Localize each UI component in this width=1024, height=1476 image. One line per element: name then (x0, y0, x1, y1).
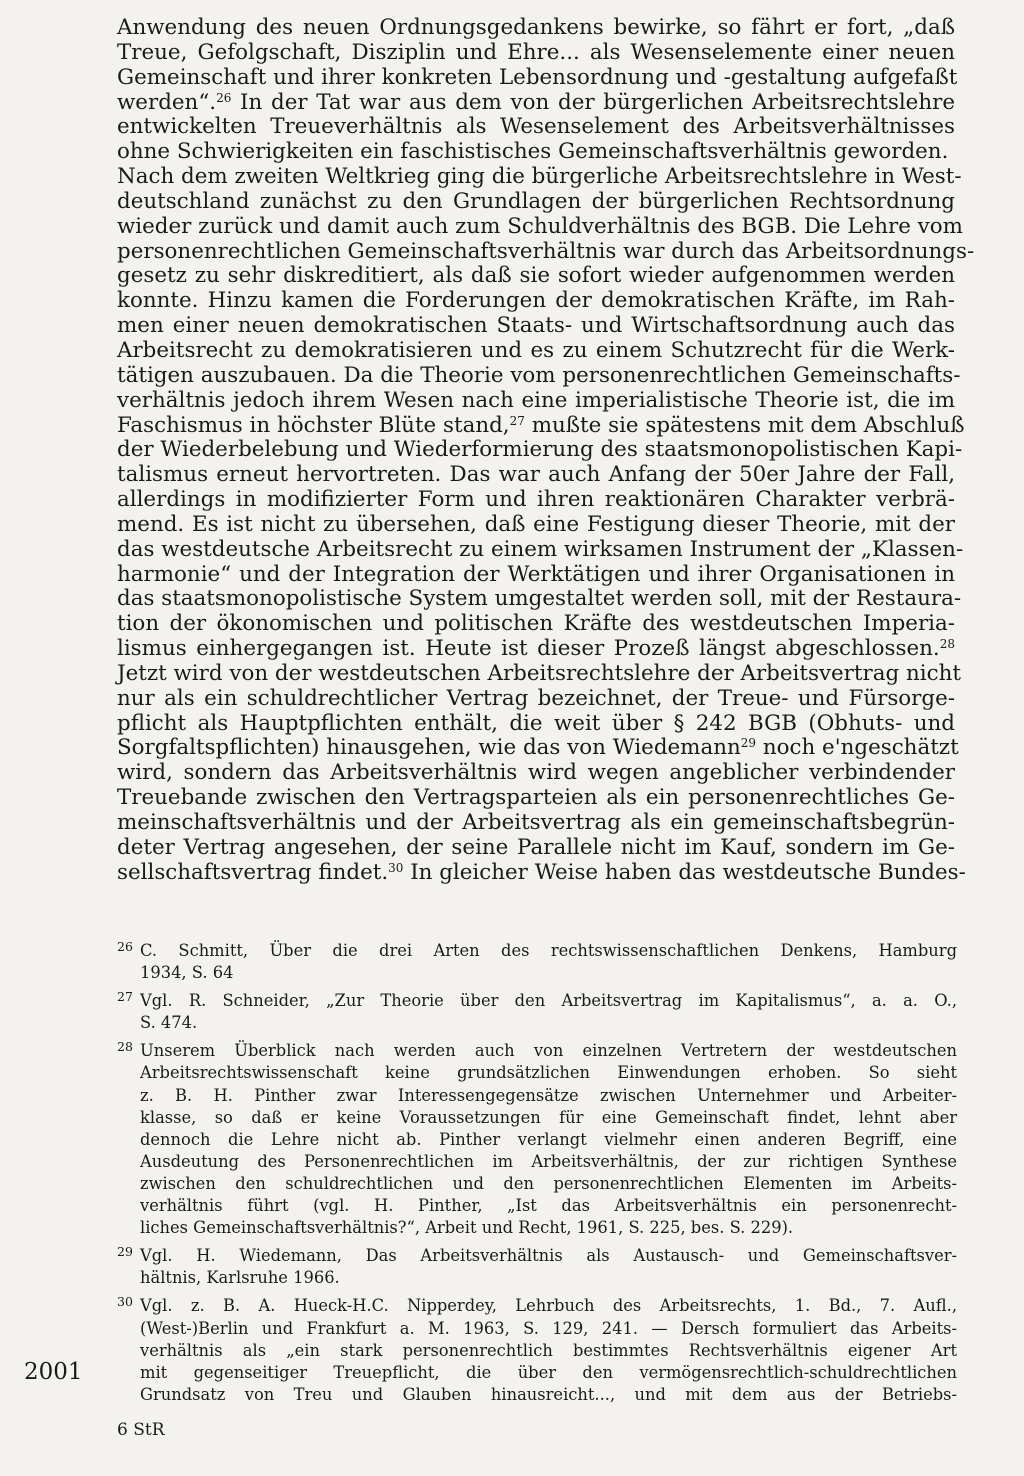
text-line: gesetz zu sehr diskreditiert, als daß sie sofort wieder aufgenommen werden (117, 263, 955, 289)
footnote-number: 28 (117, 1039, 133, 1055)
footnote-26 (117, 940, 957, 984)
text-segment: lismus einhergegangen ist. Heute ist dieser Prozeß längst abgeschlossen. (117, 636, 940, 662)
text-line: verhältnis jedoch ihrem Wesen nach eine imperialistische Theorie ist, die im (117, 387, 955, 413)
footnote-line: dennoch die Lehre nicht ab. Pinther verlangt vielmehr einen anderen Begriff, eine (140, 1129, 957, 1149)
footnote-ref-29: 29 (740, 736, 757, 751)
footnote-29 (117, 1245, 957, 1289)
footnote-text (140, 1245, 957, 1289)
text-line: allerdings in modifizierter Form und ihren reaktionären Charakter verbrä- (117, 487, 955, 513)
text-line: ohne Schwierigkeiten ein faschistisches Gemeinschaftsverhältnis geworden. (117, 139, 949, 165)
footnote-line: Vgl. z. B. A. Hueck-H.C. Nipperdey, Lehrbuch des Arbeitsrechts, 1. Bd., 7. Aufl., (140, 1296, 957, 1316)
text-line: men einer neuen demokratischen Staats- und Wirtschaftsordnung auch das (117, 313, 955, 339)
footnote-text (140, 990, 957, 1034)
footnote-number: 26 (117, 939, 133, 954)
footnote-line: 1934, S. 64 (140, 963, 234, 983)
margin-number: 2001 (24, 1359, 83, 1385)
text-line (117, 637, 955, 662)
footnote-line: hältnis, Karlsruhe 1966. (140, 1268, 340, 1288)
footnote-line: z. B. H. Pinther zwar Interessengegensätze zwischen Unternehmer und Arbeiter- (140, 1085, 957, 1105)
footnote-30 (117, 1295, 957, 1405)
text-line: der Wiederbelebung und Wiederformierung des staatsmonopolistischen Kapi- (117, 437, 963, 463)
footnote-27 (117, 990, 957, 1034)
footnote-line: klasse, so daß er keine Voraussetzungen für eine Gemeinschaft findet, lehnt aber (140, 1107, 957, 1127)
footnote-number: 29 (117, 1244, 133, 1260)
footnote-number: 27 (117, 989, 133, 1005)
footnote-ref-28: 28 (939, 637, 955, 652)
text-segment: mußte sie spätestens mit dem Abschluß (524, 412, 965, 438)
footnote-text (140, 1040, 957, 1239)
footnote-line: C. Schmitt, Über die drei Arten des rechtswissenschaftlichen Denkens, Hamburg (140, 941, 957, 960)
text-line: nur als ein schuldrechtlicher Vertrag bezeichnet, der Treue- und Fürsorge- (117, 685, 955, 711)
text-line: pflicht als Hauptpflichten enthält, die weit über § 242 BGB (Obhuts- und (117, 710, 955, 736)
text-line: personenrechtlichen Gemeinschaftsverhältnis war durch das Arbeitsordnungs- (117, 238, 975, 264)
text-line: Treuebande zwischen den Vertragsparteien als ein personenrechtliches Ge- (117, 785, 955, 811)
text-line: Gemeinschaft und ihrer konkreten Lebensordnung und -gestaltung aufgefaßt (117, 64, 958, 90)
footnote-line: Arbeitsrechtswissenschaft keine grundsätzlichen Einwendungen erhoben. So sieht (140, 1063, 957, 1083)
footnote-line: S. 474. (140, 1013, 198, 1033)
text-line: talismus erneut hervortreten. Das war auch Anfang der 50er Jahre der Fall, (117, 462, 955, 488)
text-segment: In gleicher Weise haben das westdeutsche Bundes- (403, 859, 966, 885)
text-line (117, 735, 959, 761)
footnote-line: Vgl. R. Schneider, „Zur Theorie über den Arbeitsvertrag im Kapitalismus“, a. a. O., (140, 991, 957, 1011)
footnote-ref-26: 26 (216, 90, 232, 105)
footnote-number: 30 (117, 1294, 133, 1310)
footnote-line: Unserem Überblick nach werden auch von einzelnen Vertretern der westdeutschen (140, 1041, 957, 1061)
footnote-line: liches Gemeinschaftsverhältnis?“, Arbeit und Recht, 1961, S. 225, bes. S. 229). (140, 1218, 794, 1238)
text-line: konnte. Hinzu kamen die Forderungen der demokratischen Kräfte, im Rah- (117, 288, 955, 314)
signature-mark: 6 StR (117, 1420, 165, 1440)
text-line: entwickelten Treueverhältnis als Wesenselement des Arbeitsverhältnisses (117, 114, 955, 140)
footnote-line: verhältnis führt (vgl. H. Pinther, „Ist das Arbeitsverhältnis ein personenrecht- (140, 1196, 957, 1216)
text-line: wird, sondern das Arbeitsverhältnis wird wegen angeblicher verbindender (117, 760, 955, 786)
footnote-ref-27: 27 (509, 413, 525, 428)
footnote-line: (West-)Berlin und Frankfurt a. M. 1963, S. 129, 241. — Dersch formuliert das Arbeits- (140, 1318, 957, 1338)
footnote-ref-30: 30 (388, 860, 404, 875)
footnote-line: Grundsatz von Treu und Glauben hinausreicht..., und mit dem aus der Betriebs- (140, 1384, 957, 1404)
text-segment: Faschismus in höchster Blüte stand, (117, 412, 510, 438)
text-line: tätigen auszubauen. Da die Theorie vom personenrechtlichen Gemeinschafts- (117, 362, 961, 388)
text-line: deter Vertrag angesehen, der seine Parallele nicht im Kauf, sondern im Ge- (117, 834, 955, 860)
footnote-line: zwischen den schuldrechtlichen und den personenrechtlichen Elementen im Arbeits- (140, 1173, 957, 1193)
text-line: deutschland zunächst zu den Grundlagen der bürgerlichen Rechtsordnung (117, 188, 955, 214)
text-line (117, 859, 966, 886)
text-line: Jetzt wird von der westdeutschen Arbeitsrechtslehre der Arbeitsvertrag nicht (117, 660, 961, 686)
footnote-line: mit gegenseitiger Treuepflicht, die über den vermögensrechtlich-schuldrechtlichen (140, 1362, 957, 1382)
main-text (117, 15, 975, 886)
text-segment: sellschaftsvertrag findet. (117, 859, 389, 885)
text-line (117, 412, 965, 439)
text-line: das staatsmonopolistische System umgestaltet werden soll, mit der Restaura- (117, 586, 962, 612)
text-line: Treue, Gefolgschaft, Disziplin und Ehre... als Wesenselemente einer neuen (117, 39, 955, 65)
footnote-line: verhältnis als „ein stark personenrechtlich bestimmtes Rechtsverhältnis eigener Art (140, 1340, 957, 1360)
footnote-text (140, 1295, 957, 1405)
footnote-28 (117, 1040, 957, 1239)
footnote-line: Ausdeutung des Personenrechtlichen im Arbeitsverhältnis, der zur richtigen Synthese (140, 1151, 957, 1171)
text-line: Nach dem zweiten Weltkrieg ging die bürgerliche Arbeitsrechtslehre in West- (117, 164, 962, 190)
text-line: tion der ökonomischen und politischen Kräfte des westdeutschen Imperia- (117, 611, 955, 637)
text-segment: werden“. (117, 89, 217, 115)
text-line: wieder zurück und damit auch zum Schuldverhältnis des BGB. Die Lehre vom (117, 213, 963, 239)
text-line: mend. Es ist nicht zu übersehen, daß eine Festigung dieser Theorie, mit der (117, 511, 955, 537)
text-line: Anwendung des neuen Ordnungsgedankens bewirke, so fährt er fort, „daß (117, 15, 955, 40)
text-line: das westdeutsche Arbeitsrecht zu einem wirksamen Instrument der „Klassen- (117, 536, 964, 562)
text-line (117, 91, 955, 116)
text-segment: noch e'ngeschätzt (756, 735, 959, 761)
footnote-line: Vgl. H. Wiedemann, Das Arbeitsverhältnis als Austausch- und Gemeinschaftsver- (140, 1246, 957, 1266)
text-line: meinschaftsverhältnis und der Arbeitsvertrag als ein gemeinschaftsbegrün- (117, 810, 955, 835)
footnote-text (140, 940, 957, 984)
text-line: Arbeitsrecht zu demokratisieren und es zu einem Schutzrecht für die Werk- (117, 337, 955, 363)
text-segment: Sorgfaltspflichten) hinausgehen, wie das von Wiedemann (117, 735, 741, 761)
text-line: harmonie“ und der Integration der Werktätigen und ihrer Organisationen in (117, 561, 955, 587)
text-segment: In der Tat war aus dem von der bürgerlichen Arbeitsrechtslehre (231, 89, 955, 115)
footnotes (117, 940, 957, 1412)
